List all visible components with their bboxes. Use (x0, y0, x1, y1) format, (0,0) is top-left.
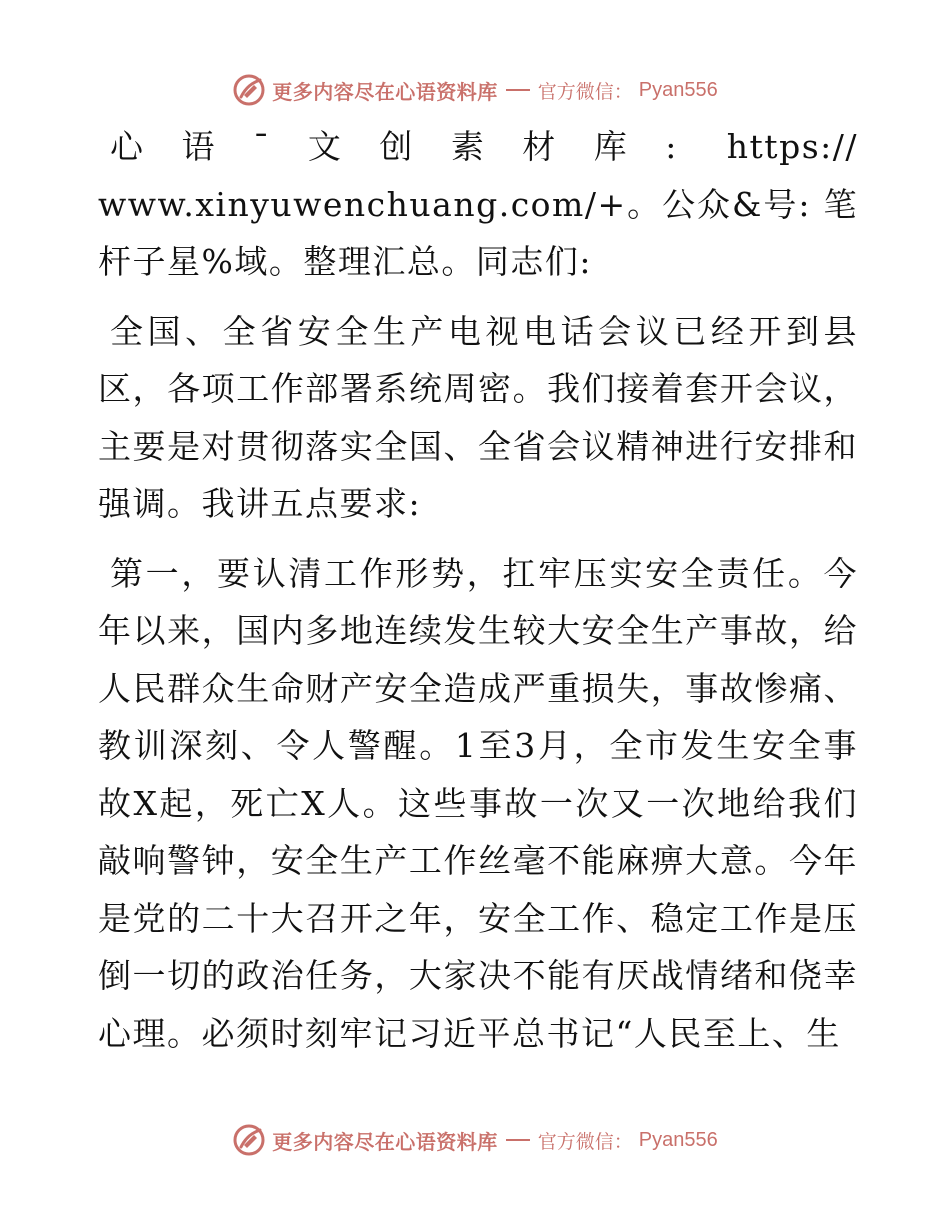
header-banner (0, 70, 950, 110)
banner-brand-text: 更多内容尽在心语资料库 (272, 79, 498, 104)
brand-logo-icon (232, 73, 266, 107)
brand-logo-icon (232, 1123, 266, 1157)
banner-wechat-id: Pyan556 (638, 78, 718, 101)
document-body (98, 118, 858, 1062)
banner-dash (506, 89, 530, 91)
paragraph-intro: 心语¯文创素材库: https:// www.xinyuwenchuang.com/+。公众&号: 笔杆子星%域。整理汇总。同志们: (98, 127, 858, 281)
paragraph-point-one: 第一，要认清工作形势，扛牢压实安全责任。今年以来，国内多地连续发生较大安全生产事故，给人民群众生命财产安全造成严重损失，事故惨痛、教训深刻、令人警醒。1至3月，全市发生安全事故X起，死亡X人。这些事故一次又一次地给我们敲响警钟，安全生产工作丝毫不能麻痹大意。今年是党的二十大召开之年，安全工作、稳定工作是压倒一切的政治任务，大家决不能有厌战情绪和侥幸心理。必须时刻牢记习近平总书记“人民至上、生 (98, 553, 858, 1053)
banner-wechat-id: Pyan556 (638, 1128, 718, 1151)
banner-official-label: 官方微信： (537, 80, 633, 103)
banner-brand-text: 更多内容尽在心语资料库 (272, 1129, 498, 1154)
paragraph-opening: 全国、全省安全生产电视电话会议已经开到县区，各项工作部署系统周密。我们接着套开会议，主要是对贯彻落实全国、全省会议精神进行安排和强调。我讲五点要求: (98, 311, 858, 523)
banner-official-label: 官方微信： (537, 1130, 633, 1153)
footer-banner (0, 1120, 950, 1160)
banner-dash (506, 1139, 530, 1141)
